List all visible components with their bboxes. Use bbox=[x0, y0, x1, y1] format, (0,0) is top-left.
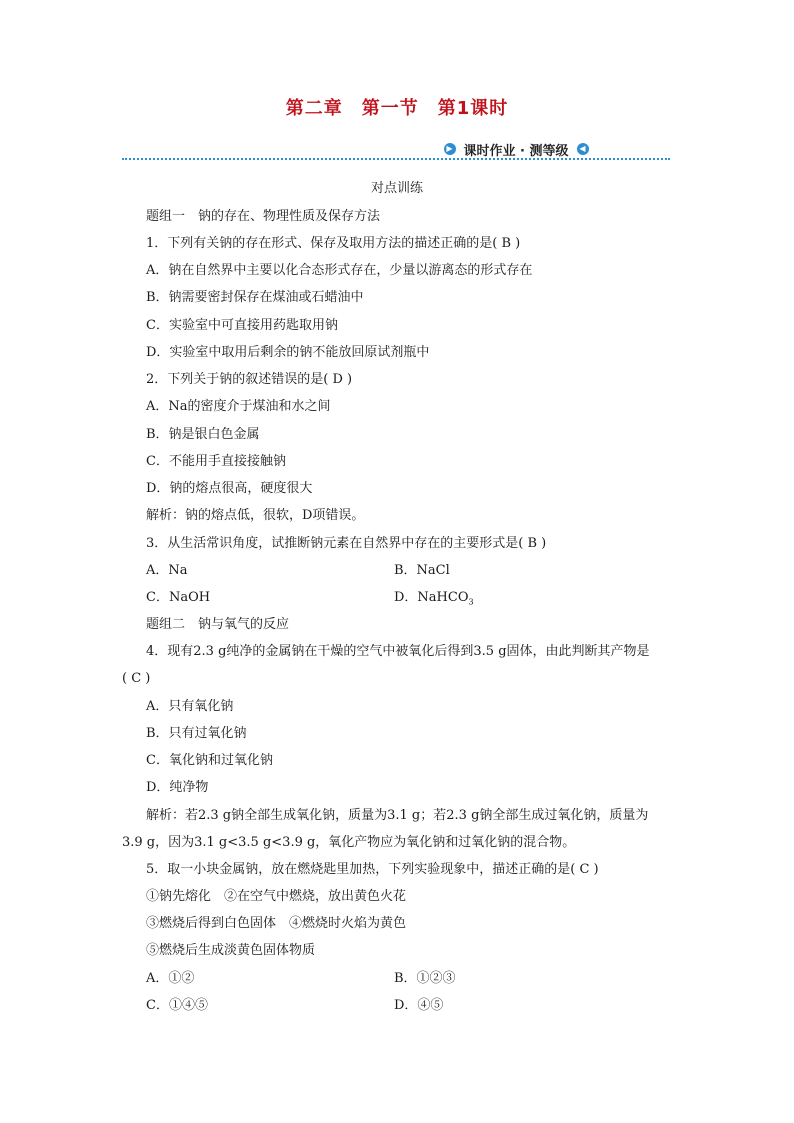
option-c: C．①④⑤ bbox=[146, 998, 208, 1013]
analysis-text: 解析：钠的熔点低，很软，D项错误。 bbox=[146, 508, 365, 523]
option-c: C．氧化钠和过氧化钠 bbox=[146, 753, 273, 768]
banner-label: 课时作业 · 测等级 bbox=[463, 143, 569, 159]
analysis-text: 解析：若2.3 g钠全部生成氧化钠，质量为3.1 g；若2.3 g钠全部生成过氧化钠，质量为3.9 g，因为3.1 g<3.5 g<3.9 g，氧化产物应为氧化钠和过氧化钠的混合物。 bbox=[122, 808, 649, 850]
statement-line: ③燃烧后得到白色固体 ④燃烧时火焰为黄色 bbox=[146, 916, 407, 931]
play-right-icon: ▶ bbox=[444, 143, 456, 155]
banner-badge bbox=[422, 139, 610, 159]
option-b: B．①②③ bbox=[394, 971, 456, 986]
option-d: D．纯净物 bbox=[146, 780, 209, 795]
option-b: B．只有过氧化钠 bbox=[146, 726, 247, 741]
option-a: A．Na的密度介于煤油和水之间 bbox=[146, 399, 331, 414]
option-d: D．实验室中取用后剩余的钠不能放回原试剂瓶中 bbox=[146, 345, 430, 360]
group-heading: 题组二 钠与氧气的反应 bbox=[146, 617, 290, 632]
question-stem: 3．从生活常识角度，试推断钠元素在自然界中存在的主要形式是( B ) bbox=[146, 536, 547, 551]
option-d-text: D．NaHCO bbox=[394, 590, 469, 605]
page-title: 第二章 第一节 第1课时 bbox=[285, 98, 509, 119]
play-left-icon: ◀ bbox=[577, 143, 589, 155]
statement-line: ⑤燃烧后生成淡黄色固体物质 bbox=[146, 943, 316, 958]
question-stem: 1．下列有关钠的存在形式、保存及取用方法的描述正确的是( B ) bbox=[146, 236, 521, 251]
question-stem: 2．下列关于钠的叙述错误的是( D ) bbox=[146, 372, 353, 387]
option-d: D．④⑤ bbox=[394, 998, 444, 1013]
option-a: A．①② bbox=[146, 971, 195, 986]
option-d bbox=[394, 590, 474, 611]
option-d: D．钠的熔点很高，硬度很大 bbox=[146, 481, 313, 496]
option-c: C．实验室中可直接用药匙取用钠 bbox=[146, 318, 338, 333]
question-stem: 5．取一小块金属钠，放在燃烧匙里加热，下列实验现象中，描述正确的是( C ) bbox=[146, 862, 599, 877]
option-a: A．钠在自然界中主要以化合态形式存在，少量以游离态的形式存在 bbox=[146, 263, 533, 278]
section-banner bbox=[122, 137, 670, 161]
subscript: 3 bbox=[468, 597, 474, 607]
statement-line: ①钠先熔化 ②在空气中燃烧，放出黄色火花 bbox=[146, 889, 407, 904]
option-b: B．钠需要密封保存在煤油或石蜡油中 bbox=[146, 290, 364, 305]
option-c: C．NaOH bbox=[146, 590, 211, 605]
option-b: B．钠是银白色金属 bbox=[146, 427, 260, 442]
section-heading: 对点训练 bbox=[370, 181, 423, 196]
option-a: A．只有氧化钠 bbox=[146, 699, 234, 714]
option-a: A．Na bbox=[146, 563, 188, 578]
option-c: C．不能用手直接接触钠 bbox=[146, 454, 286, 469]
group-heading: 题组一 钠的存在、物理性质及保存方法 bbox=[146, 209, 381, 224]
option-b: B．NaCl bbox=[394, 563, 450, 578]
question-stem: 4．现有2.3 g纯净的金属钠在干燥的空气中被氧化后得到3.5 g固体，由此判断其产物是( C ) bbox=[122, 644, 650, 686]
